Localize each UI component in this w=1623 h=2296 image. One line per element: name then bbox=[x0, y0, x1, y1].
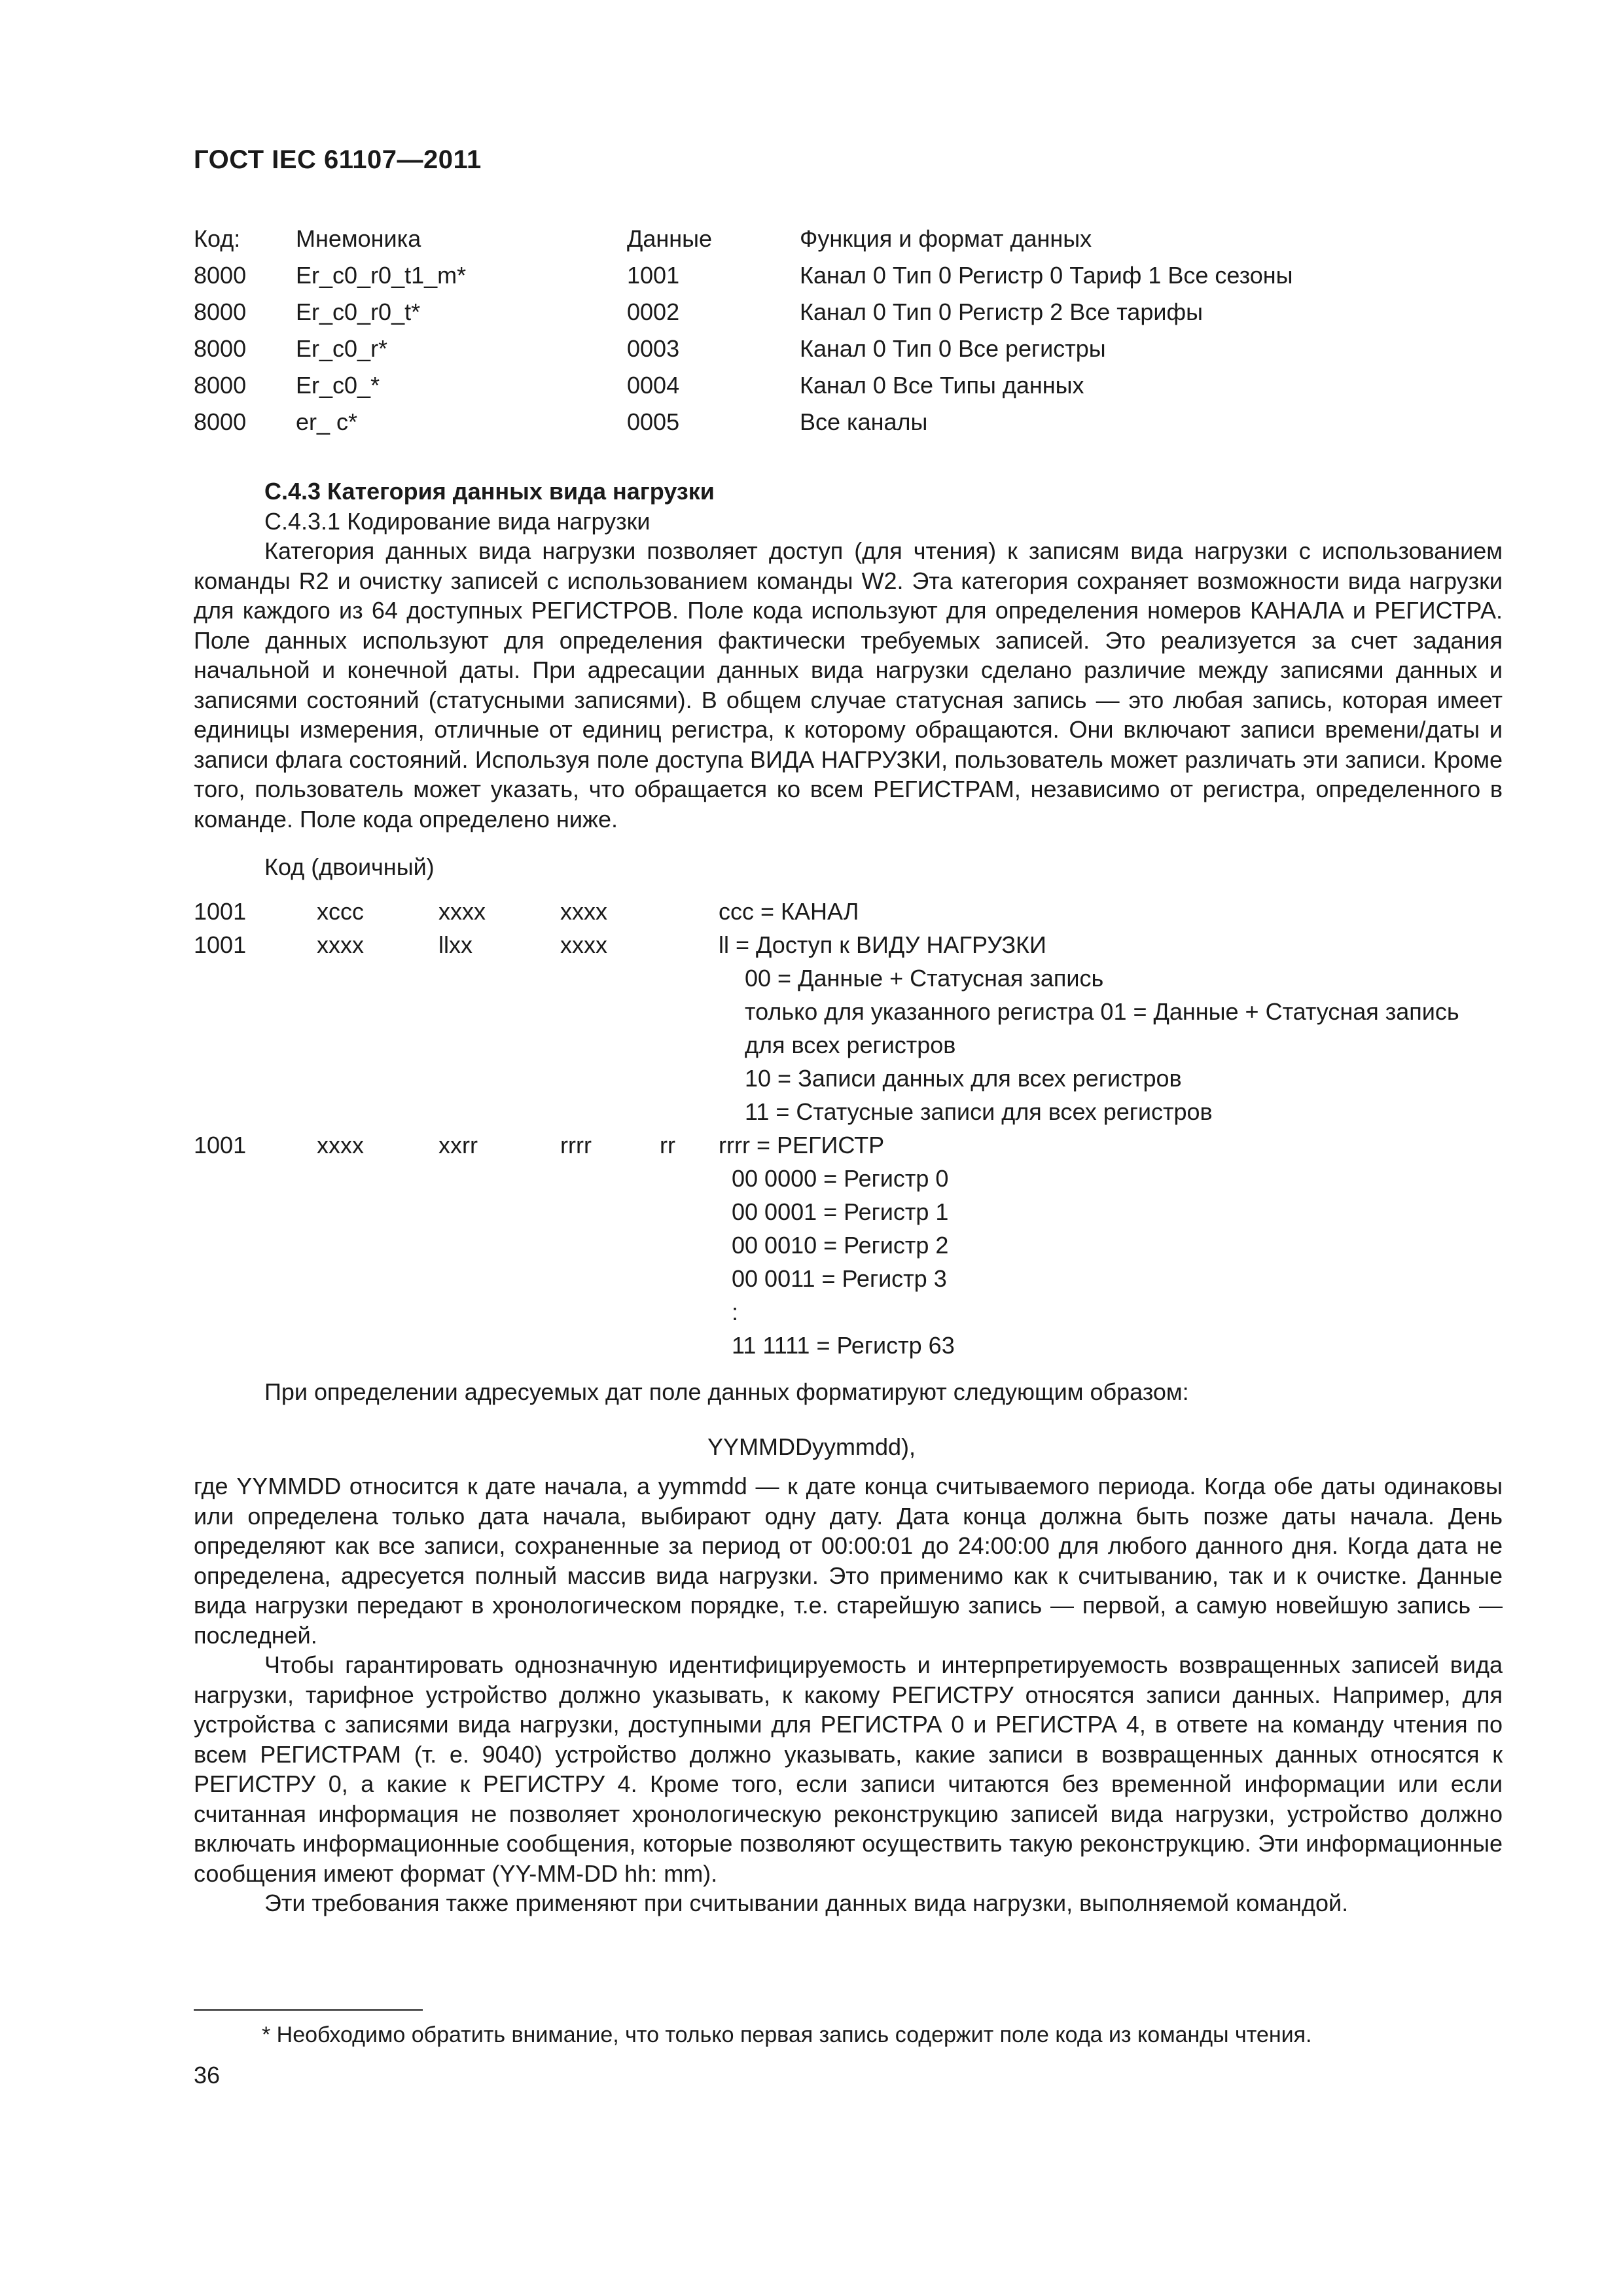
code-description: 10 = Записи данных для всех регистров bbox=[719, 1065, 1182, 1092]
footnote: * Необходимо обратить внимание, что только первая запись содержит поле кода из команды чтения. bbox=[262, 2022, 1312, 2047]
table-cell: Er_c0_r0_t1_m* bbox=[296, 262, 467, 289]
table-cell: Канал 0 Тип 0 Регистр 0 Тариф 1 Все сезоны bbox=[800, 262, 1293, 289]
code-bits: rrrr bbox=[560, 1132, 592, 1158]
code-bits: llxx bbox=[438, 931, 473, 958]
dates-paragraph: Эти требования также применяют при считывании данных вида нагрузки, выполняемой командой. bbox=[264, 1890, 1349, 1916]
code-bits: xxxx bbox=[317, 931, 364, 958]
table-cell: 8000 bbox=[194, 335, 247, 362]
code-description: 11 1111 = Регистр 63 bbox=[719, 1332, 955, 1359]
table-cell: 0004 bbox=[627, 372, 680, 399]
code-bits: xxxx bbox=[560, 898, 607, 925]
table-cell: 8000 bbox=[194, 298, 247, 325]
table-cell: 1001 bbox=[627, 262, 680, 289]
code-bits: 1001 bbox=[194, 898, 247, 925]
table-header-cell: Код: bbox=[194, 225, 241, 252]
table-row bbox=[194, 262, 1470, 298]
table-cell: Er_c0_r0_t* bbox=[296, 298, 421, 325]
table-cell: 0003 bbox=[627, 335, 680, 362]
code-bits: 1001 bbox=[194, 1132, 247, 1158]
code-description: 00 0000 = Регистр 0 bbox=[719, 1165, 949, 1192]
table-row bbox=[194, 335, 1470, 372]
code-bits: xxxx bbox=[438, 898, 486, 925]
table-header-row bbox=[194, 225, 1470, 262]
code-description: только для указанного регистра 01 = Данные + Статусная запись bbox=[719, 998, 1459, 1025]
dates-block bbox=[194, 1471, 1503, 1918]
page-number: 36 bbox=[194, 2062, 221, 2089]
table-header-cell: Мнемоника bbox=[296, 225, 421, 252]
table-cell: 8000 bbox=[194, 262, 247, 289]
date-format-formula: YYMMDDyymmdd), bbox=[707, 1433, 916, 1460]
dates-paragraph: Чтобы гарантировать однозначную идентифицируемость и интерпретируемость возвращенных записей вида нагрузки, тарифное устройство должно указывать, к какому РЕГИСТРУ относятся записи данных. Например, для устройства с записями вида нагрузки, доступными для РЕГИСТРА 0 и РЕГИСТРА 4, в ответе на команду чтения по всем РЕГИСТРАМ (т. е. 9040) устройство должно указывать, какие записи в возвращенных данных относятся к РЕГИСТРУ 0, а какие к РЕГИСТРУ 4. Кроме того, если записи читаются без временной информации или если считанная информация не позволяет хронологическую реконструкцию записей вида нагрузки, устройство должно включать информационные сообщения, которые позволяют осуществить такую реконструкцию. Эти информационные сообщения имеют формат (YY-MM-DD hh: mm). bbox=[194, 1651, 1503, 1887]
code-row bbox=[194, 1232, 1503, 1265]
code-row bbox=[194, 1165, 1503, 1198]
dates-intro: При определении адресуемых дат поле данных форматируют следующим образом: bbox=[264, 1378, 1189, 1405]
table-cell: Все каналы bbox=[800, 408, 928, 435]
table-cell: Канал 0 Тип 0 Регистр 2 Все тарифы bbox=[800, 298, 1203, 325]
footnote-separator bbox=[194, 2009, 423, 2011]
table-cell: Er_c0_r* bbox=[296, 335, 388, 362]
code-label: Код (двоичный) bbox=[264, 853, 435, 880]
code-row bbox=[194, 998, 1503, 1031]
mnemonic-table bbox=[194, 225, 1470, 445]
code-description: 11 = Статусные записи для всех регистров bbox=[719, 1098, 1213, 1125]
code-row bbox=[194, 1265, 1503, 1299]
code-row bbox=[194, 1065, 1503, 1098]
document-header: ГОСТ IEC 61107—2011 bbox=[194, 145, 482, 174]
code-row bbox=[194, 965, 1503, 998]
code-row bbox=[194, 898, 1503, 931]
code-description: 00 0011 = Регистр 3 bbox=[719, 1265, 947, 1292]
table-row bbox=[194, 298, 1470, 335]
code-description: 00 = Данные + Статусная запись bbox=[719, 965, 1104, 992]
code-definition-block bbox=[194, 898, 1503, 1365]
table-row bbox=[194, 408, 1470, 445]
code-bits: xccc bbox=[317, 898, 364, 925]
code-description: ll = Доступ к ВИДУ НАГРУЗКИ bbox=[719, 931, 1046, 958]
table-row bbox=[194, 372, 1470, 408]
code-bits: xxxx bbox=[560, 931, 607, 958]
section-heading: С.4.3 Категория данных вида нагрузки bbox=[264, 478, 715, 505]
code-row bbox=[194, 1031, 1503, 1065]
code-description: 00 0001 = Регистр 1 bbox=[719, 1198, 949, 1225]
table-cell: 8000 bbox=[194, 408, 247, 435]
section-block bbox=[194, 476, 1503, 882]
table-cell: Канал 0 Все Типы данных bbox=[800, 372, 1084, 399]
dates-paragraph: где YYMMDD относится к дате начала, а yymmdd — к дате конца считываемого периода. Когда обе даты одинаковы или определена только дата начала, выбирают одну дату. Дата конца должна быть позже даты начала. День определяют как все записи, сохраненные за период от 00:00:01 до 24:00:00 для любого данного дня. Когда дата не определена, адресуется полный массив вида нагрузки. Это применимо как к считыванию, так и к очистке. Данные вида нагрузки передают в хронологическом порядке, т.е. старейшую запись — первой, а самую новейшую запись — последней. bbox=[194, 1473, 1503, 1649]
dates-intro-block bbox=[194, 1377, 1503, 1407]
code-row bbox=[194, 1098, 1503, 1132]
code-description: rrrr = РЕГИСТР bbox=[719, 1132, 885, 1158]
code-row bbox=[194, 1332, 1503, 1365]
code-row bbox=[194, 1198, 1503, 1232]
table-cell: Er_c0_* bbox=[296, 372, 380, 399]
table-cell: er_ c* bbox=[296, 408, 358, 435]
table-header-cell: Данные bbox=[627, 225, 713, 252]
code-description: для всех регистров bbox=[719, 1031, 956, 1058]
code-bits: 1001 bbox=[194, 931, 247, 958]
code-row bbox=[194, 1132, 1503, 1165]
code-bits: xxxx bbox=[317, 1132, 364, 1158]
table-cell: Канал 0 Тип 0 Все регистры bbox=[800, 335, 1106, 362]
code-bits: rr bbox=[660, 1132, 675, 1158]
code-row bbox=[194, 1299, 1503, 1332]
code-description: ccc = КАНАЛ bbox=[719, 898, 859, 925]
code-row bbox=[194, 931, 1503, 965]
table-cell: 8000 bbox=[194, 372, 247, 399]
code-description: 00 0010 = Регистр 2 bbox=[719, 1232, 949, 1259]
code-description: : bbox=[719, 1299, 739, 1325]
table-header-cell: Функция и формат данных bbox=[800, 225, 1092, 252]
code-bits: xxrr bbox=[438, 1132, 478, 1158]
section-paragraph: Категория данных вида нагрузки позволяет доступ (для чтения) к записям вида нагрузки с использованием команды R2 и очистку записей с использованием команды W2. Эта категория сохраняет возможности вида нагрузки для каждого из 64 доступных РЕГИСТРОВ. Поле кода используют для определения номеров КАНАЛА и РЕГИСТРА. Поле данных используют для определения фактически требуемых записей. Это реализуется за счет задания начальной и конечной даты. При адресации данных вида нагрузки сделано различие между записями данных и записями состояний (статусными записями). В общем случае статусная запись — это любая запись, которая имеет единицы измерения, отличные от единиц регистра, к которому обращаются. Они включают записи времени/даты и записи флага состояний. Используя поле доступа ВИДА НАГРУЗКИ, пользователь может различать эти записи. Кроме того, пользователь может указать, что обращается ко всем РЕГИСТРАМ, независимо от регистра, определенного в команде. Поле кода определено ниже. bbox=[194, 537, 1503, 833]
section-subheading: С.4.3.1 Кодирование вида нагрузки bbox=[264, 507, 651, 535]
table-cell: 0005 bbox=[627, 408, 680, 435]
table-cell: 0002 bbox=[627, 298, 680, 325]
